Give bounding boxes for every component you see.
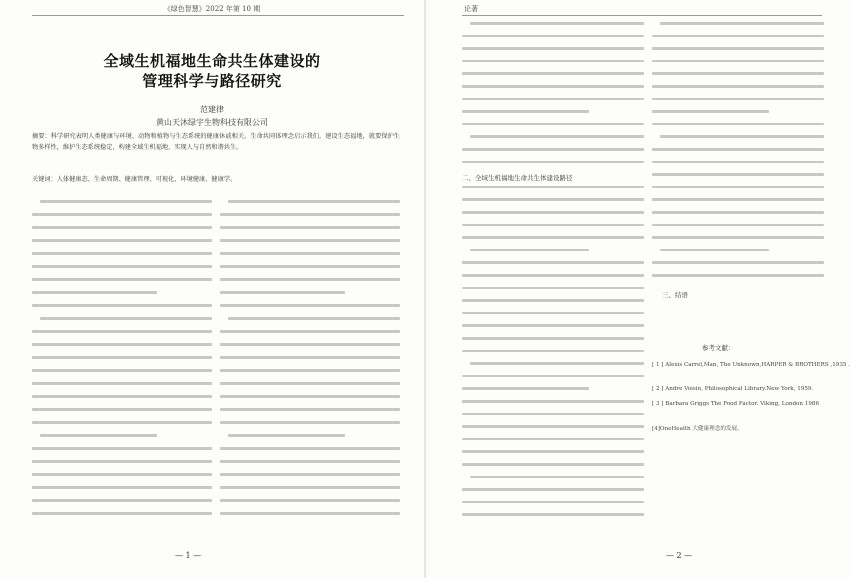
text-line (228, 434, 345, 437)
text-line (652, 148, 824, 151)
text-line (462, 450, 644, 453)
text-line (220, 382, 400, 385)
text-line (652, 98, 824, 101)
text-line (462, 324, 644, 327)
text-line (220, 343, 400, 346)
text-line (462, 438, 644, 441)
text-line (660, 135, 824, 138)
text-line (462, 35, 644, 38)
text-line (462, 161, 644, 164)
text-line (32, 252, 212, 255)
text-line (652, 85, 824, 88)
text-line (32, 356, 212, 359)
text-line (220, 369, 400, 372)
header-rule (462, 15, 822, 16)
text-line (40, 434, 157, 437)
text-line (462, 148, 644, 151)
text-line (32, 369, 212, 372)
text-line (220, 291, 345, 294)
article-title-line-1: 全域生机福地生命共生体建设的 (103, 52, 321, 70)
text-line (470, 22, 644, 25)
text-line (220, 421, 400, 424)
text-line (652, 224, 824, 227)
text-line (220, 408, 400, 411)
left-page (0, 0, 424, 578)
text-line (32, 512, 212, 515)
text-line (462, 123, 644, 126)
text-line (220, 447, 400, 450)
text-line (220, 460, 400, 463)
text-line (462, 274, 644, 277)
text-line (32, 473, 212, 476)
text-line (32, 265, 212, 268)
text-line (32, 278, 212, 281)
text-line (462, 198, 644, 201)
text-line (220, 473, 400, 476)
text-line (652, 198, 824, 201)
text-line (220, 512, 400, 515)
text-line (220, 213, 400, 216)
text-line (462, 513, 644, 516)
text-line (32, 213, 212, 216)
text-line (220, 486, 400, 489)
section-heading: 三、结语 (662, 291, 688, 299)
text-line (660, 22, 824, 25)
text-line (462, 375, 644, 378)
author-name: 范建律 (200, 105, 224, 114)
references-heading: 参考文献： (702, 344, 735, 352)
text-line (40, 200, 212, 203)
text-line (32, 499, 212, 502)
text-line (32, 239, 212, 242)
text-line (462, 413, 644, 416)
reference-item: [ 2 ] Andre Voisin, Philosophical Library.New York, 1959. (652, 386, 814, 392)
author-affiliation: 黄山天沐绿宇生物科技有限公司 (156, 118, 268, 127)
text-line (652, 173, 824, 176)
text-line (652, 110, 769, 113)
text-line (32, 421, 212, 424)
section-heading: 二、全域生机福地生命共生体建设路径 (462, 174, 573, 182)
text-line (652, 72, 824, 75)
header-rule (32, 15, 404, 16)
text-line (32, 447, 212, 450)
text-line (32, 408, 212, 411)
text-line (462, 72, 644, 75)
text-line (220, 499, 400, 502)
text-line (462, 60, 644, 63)
text-line (462, 236, 644, 239)
page-number: — 2 — (666, 551, 693, 560)
text-line (462, 312, 644, 315)
text-line (220, 278, 400, 281)
abstract: 摘要：科学研究表明人类健康与环境、动物和植物与生态系统的健康休戚相关。生命共同体理念启示我们，建设生态福地，就要保护生物多样性，维护生态系统稳定，构建全域生机福地，实现人与自然和谐共生。 (32, 133, 400, 151)
article-title-line-2: 管理科学与路径研究 (142, 72, 282, 90)
text-line (220, 356, 400, 359)
text-line (462, 47, 644, 50)
text-line (462, 400, 644, 403)
text-line (32, 460, 212, 463)
text-line (32, 304, 212, 307)
text-line (462, 224, 644, 227)
text-line (652, 211, 824, 214)
text-line (462, 463, 644, 466)
body-column-right (220, 200, 400, 530)
text-line (228, 200, 400, 203)
text-line (220, 239, 400, 242)
body-column-left (32, 200, 212, 530)
text-line (220, 252, 400, 255)
text-line (462, 350, 644, 353)
text-line (470, 476, 644, 479)
text-line (32, 291, 157, 294)
text-line (462, 261, 644, 264)
text-line (462, 186, 644, 189)
right-page (426, 0, 850, 578)
text-line (462, 98, 644, 101)
reference-item: [ 3 ] Barbara Griggs The Food Factor. Viking, London 1986 (652, 401, 820, 407)
text-line (462, 110, 589, 113)
text-line (470, 135, 644, 138)
text-line (32, 226, 212, 229)
text-line (652, 274, 824, 277)
body-column-right (652, 22, 850, 542)
text-line (32, 486, 212, 489)
text-line (32, 330, 212, 333)
text-line (228, 317, 400, 320)
text-line (462, 211, 644, 214)
text-line (462, 488, 644, 491)
text-line (220, 265, 400, 268)
page-number: — 1 — (175, 551, 202, 560)
text-line (220, 304, 400, 307)
running-head: 论著 (464, 5, 478, 13)
text-line (462, 425, 644, 428)
text-line (220, 395, 400, 398)
text-line (32, 343, 212, 346)
text-line (652, 123, 824, 126)
text-line (462, 287, 644, 290)
text-line (462, 299, 644, 302)
text-line (462, 501, 644, 504)
running-head: 《绿色智慧》2022 年第 10 期 (163, 5, 261, 13)
body-column-left (462, 22, 644, 542)
text-line (220, 330, 400, 333)
text-line (32, 382, 212, 385)
text-line (652, 161, 824, 164)
text-line (652, 186, 824, 189)
text-line (652, 60, 824, 63)
keywords: 关键词：人体健康态、生命周期、健康管理、可视化、环境健康、健康学。 (32, 176, 237, 183)
reference-item: [ 1 ] Alexis Carrel,Man, The Unknown,HARPER & BROTHERS ,1935 . (652, 362, 850, 368)
text-line (32, 395, 212, 398)
reference-item: [4]OneHealth 大健康理念的发展。 (652, 426, 743, 432)
text-line (660, 249, 769, 252)
text-line (652, 236, 824, 239)
text-line (470, 249, 589, 252)
text-line (652, 35, 824, 38)
text-line (40, 317, 212, 320)
text-line (462, 387, 589, 390)
text-line (652, 47, 824, 50)
text-line (470, 362, 644, 365)
text-line (462, 85, 644, 88)
text-line (652, 261, 824, 264)
text-line (220, 226, 400, 229)
text-line (462, 337, 644, 340)
